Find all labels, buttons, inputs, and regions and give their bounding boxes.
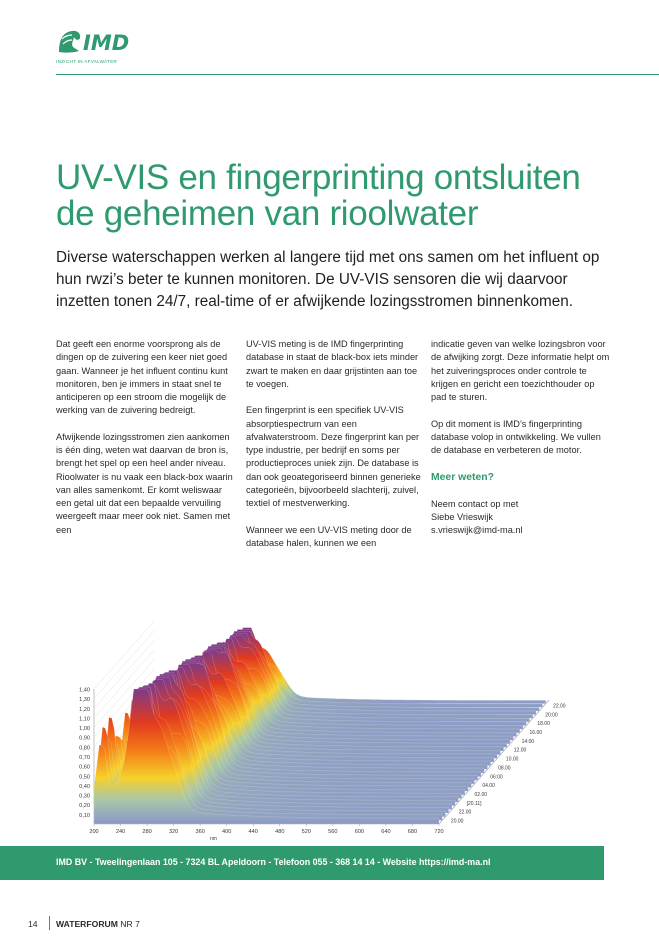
logo-tagline: INZICHT IN AFVALWATER [56, 59, 118, 64]
depth-tick-label: 08.00 [498, 765, 511, 772]
imd-logo [56, 26, 136, 68]
depth-tick-label: 12.00 [513, 747, 527, 754]
y-tick-label: 1,30 [79, 697, 90, 704]
depth-tick-label: 22.00 [553, 703, 566, 710]
y-tick-label: 0,40 [79, 783, 90, 790]
y-tick-label: 0,90 [79, 735, 90, 742]
y-tick-label: 0,30 [79, 793, 90, 800]
paragraph: indicatie geven van welke lozingsbron voor de afwijking zorgt. Deze informatie helpt om het zuiveringsproces onder controle te krijgen en gericht een toezichthouder op pad te sturen. [431, 339, 610, 402]
depth-tick-label: 16.00 [529, 730, 543, 736]
x-tick-label: 680 [407, 829, 418, 835]
depth-tick-label: 02.00 [474, 792, 488, 798]
article-intro: Diverse waterschappen werken al langere tijd met ons samen om het influent op hun rwzi’s beter te kunnen monitoren. De UV-VIS sensoren die wij daarvoor inzetten tonen 24/7, real-time of er afwijkende lozingsstromen binnenkomen. [56, 249, 600, 310]
y-tick-label: 0,70 [79, 755, 90, 761]
x-tick-label: 520 [301, 829, 311, 835]
depth-tick-label: 18.00 [537, 721, 550, 728]
x-tick-label: 600 [354, 829, 365, 835]
paragraph: Wanneer we een UV-VIS meting door de database halen, kunnen we een [246, 524, 412, 548]
y-tick-label: 0,10 [79, 812, 90, 819]
x-tick-label: 720 [434, 829, 444, 835]
x-tick-label: 400 [222, 829, 232, 835]
y-tick-label: 0,50 [79, 774, 90, 781]
footer-contact-text: IMD BV - Tweelingenlaan 105 - 7324 BL Apeldoorn - Telefoon 055 - 368 14 14 - Website https://imd-ma.nl [56, 857, 491, 867]
x-tick-label: 440 [248, 829, 258, 835]
y-tick-label: 1,00 [79, 726, 90, 733]
folio-divider [49, 916, 50, 930]
contact-name: Siebe Vrieswijk [431, 512, 493, 522]
x-tick-label: 240 [115, 829, 126, 835]
text-column-3 [431, 338, 611, 538]
paragraph: Op dit moment is IMD’s fingerprinting database volop in ontwikkeling. We vullen de database en verbeteren de motor. [431, 418, 601, 455]
y-tick-label: 1,40 [79, 687, 90, 694]
x-tick-label: 560 [328, 829, 338, 835]
magazine-folio [56, 919, 140, 929]
x-tick-label: 280 [142, 829, 152, 835]
header-rule [56, 74, 659, 75]
depth-tick-label: 20.00 [450, 818, 464, 825]
contact-heading: Meer weten? [431, 471, 494, 483]
contact-box [431, 471, 611, 538]
paragraph: Afwijkende lozingsstromen zien aankomen is één ding, weten wat daarvan de bron is, brengt het spel op een heel ander niveau. Rioolwater is nu vaak een black-box waarin van alles samenkomt. Er komt weliswaar een getal uit dat een bepaalde vervuiling weergeeft maar meer ook niet. Samen met een [56, 431, 233, 535]
contact-email-link[interactable]: s.vrieswijk@imd-ma.nl [431, 525, 523, 536]
depth-tick-label: 22.00 [458, 809, 472, 816]
article-title: UV-VIS en fingerprinting ontsluiten de geheimen van rioolwater [56, 158, 581, 233]
y-tick-label: 1,20 [79, 706, 90, 713]
text-column-1 [56, 338, 236, 550]
y-tick-label: 1,10 [79, 716, 90, 723]
depth-tick-label: [20.11] [466, 800, 482, 807]
paragraph: Dat geeft een enorme voorsprong als de dingen op de zuivering een keer niet goed gaan. Wanneer je het influent continu kunt monitoren, ben je immers in staat snel te anticiperen op een stroom die mogelijk de werking van de zuivering bedreigt. [56, 339, 228, 416]
depth-tick-label: 14:00 [521, 738, 535, 745]
footer-bar [0, 846, 604, 880]
y-tick-label: 0,20 [79, 803, 90, 810]
uv-vis-spectrum-chart [56, 560, 604, 845]
depth-tick-label: 06:00 [490, 774, 503, 781]
x-tick-label: 200 [89, 829, 99, 835]
x-tick-label: 480 [275, 829, 285, 835]
x-tick-label: 360 [195, 829, 205, 835]
x-axis-label: nm [209, 836, 217, 842]
paragraph: UV-VIS meting is de IMD fingerprinting database in staat de black-box iets minder zwart te maken en daar grijstinten aan toe te voegen. [246, 339, 419, 389]
depth-tick-label: 20:00 [545, 712, 558, 719]
logo-wordmark: IMD [83, 31, 130, 55]
grid-line [94, 621, 155, 689]
depth-tick-label: 04.00 [482, 783, 495, 790]
contact-intro: Neem contact op met [431, 498, 519, 509]
depth-tick-label: 10.00 [505, 756, 519, 763]
x-tick-label: 320 [168, 829, 179, 835]
magazine-title: WATERFORUM [56, 919, 118, 929]
chart-svg [56, 560, 604, 845]
y-tick-label: 0,80 [79, 745, 90, 752]
page-number: 14 [28, 919, 38, 929]
x-tick-label: 640 [381, 829, 391, 835]
magazine-issue: NR 7 [120, 919, 140, 929]
paragraph: Een fingerprint is een specifiek UV-VIS absorptiespectrum van een afvalwaterstroom. Deze fingerprint kan per type industrie, per bedrijf en soms per productieproces uniek zijn. De database is dan ook geoategoriseerd binnen generieke categorieën, bijvoorbeeld slachterij, zuivel, textiel of mestverwerking. [246, 405, 421, 508]
y-tick-label: 0,60 [79, 764, 90, 771]
text-column-2 [246, 338, 426, 563]
